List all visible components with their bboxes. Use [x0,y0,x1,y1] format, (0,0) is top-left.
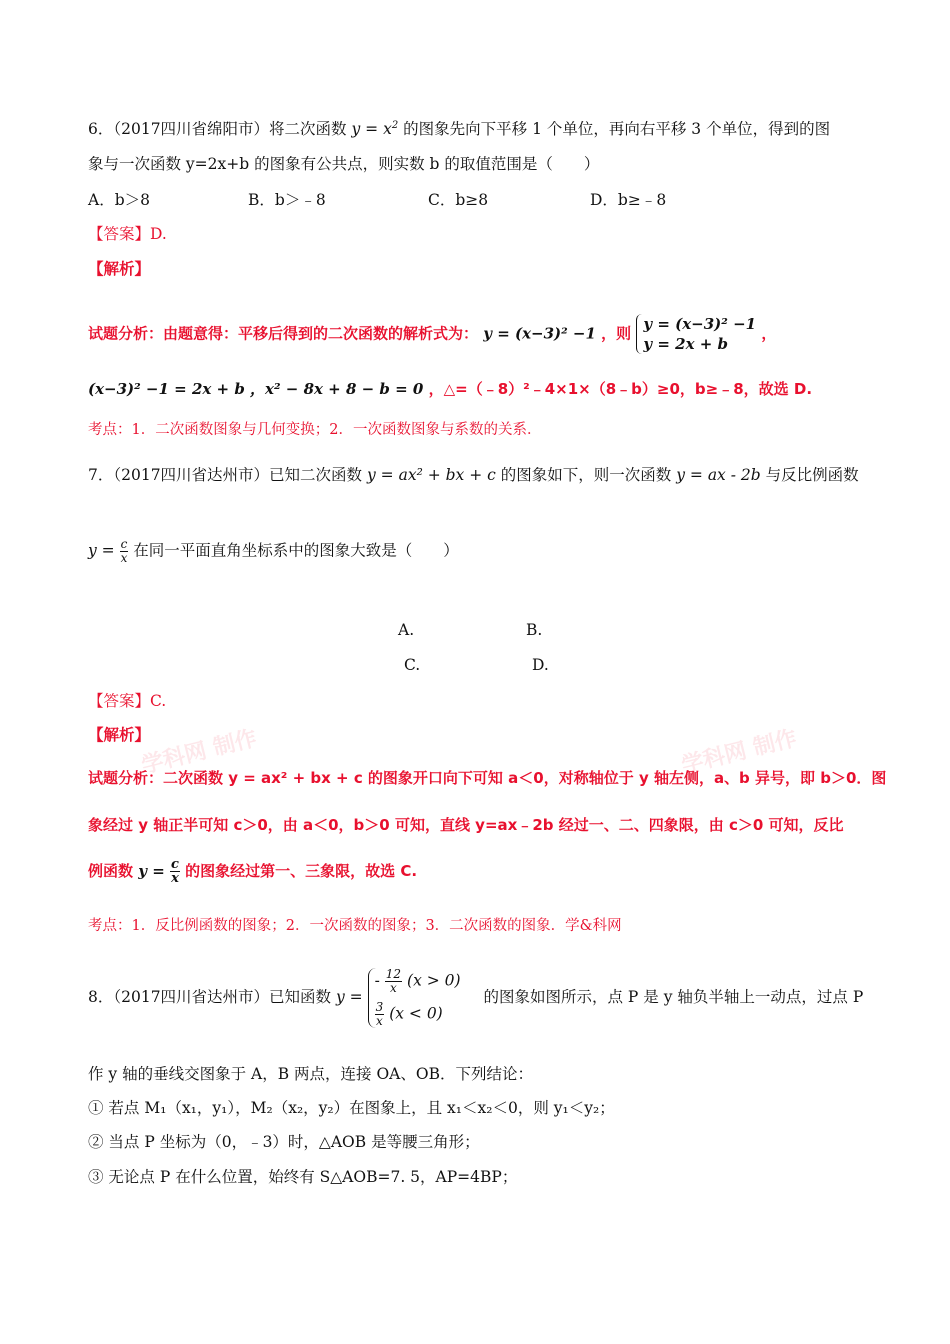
watermark: 学科网 制作 [679,726,800,779]
q6-kaodian: 考点：1．二次函数图象与几何变换；2．一次函数图象与系数的关系． [88,422,542,438]
q7-linear-formula: y = ax - 2b [676,466,761,484]
q6-quadratic-equation: (x−3)² −1 = 2x + b ，x² − 8x + 8 − b = 0 [88,380,424,398]
q6-option-a: A．b＞8 [88,191,150,209]
q7-analysis-line3: 例函数 y = $\frac{c}{x}$ 的图象经过第一、三象限，故选 C. [88,857,418,886]
q6-answer: 【答案】D. [88,225,167,243]
q6-analysis-line1: 试题分析：由题意得：平移后得到的二次函数的解析式为： y = (x−3)² −1 ，则 y = (x−3)² −1 y = 2x + b ， [88,315,777,353]
q7-analysis-label: 【解析】 [88,725,151,744]
q6-line1 [88,115,830,140]
q7-analysis-line1: 试题分析：二次函数 y = ax² + bx + c 的图象开口向下可知 a＜0，对称轴位于 y 轴左侧，a、b 异号，即 b＞0．图 [88,769,887,787]
q8-item-2: ② 当点 P 坐标为（0，﹣3）时，△AOB 是等腰三角形； [88,1133,480,1151]
q7-option-b: B. [526,621,543,639]
q7-line2: y = $\frac{c}{x}$ 在同一平面直角坐标系中的图象大致是（ ） [88,537,459,565]
q6-option-d: D．b≥﹣8 [590,191,667,209]
q6-option-c: C．b≥8 [428,191,489,209]
q6-analysis-label: 【解析】 [88,259,151,278]
q6-shifted-formula: y = (x−3)² −1 [483,324,596,343]
q7-option-a: A. [398,621,415,639]
q6-equation-system: y = (x−3)² −1 y = 2x + b [636,314,756,354]
q7-fraction: $\frac{c}{x}$ [120,537,128,565]
q6-analysis-line2: (x−3)² −1 = 2x + b ，x² − 8x + 8 − b = 0 ，△=（﹣8）²﹣4×1×（8﹣b）≥0，b≥﹣8，故选 D. [88,380,813,398]
q7-line1: 7．（2017四川省达州市）已知二次函数 y = ax² + bx + c 的图象如下，则一次函数 y = ax - 2b 与反比例函数 [88,466,859,484]
q8-item-3: ③ 无论点 P 在什么位置，始终有 S△AOB=7. 5，AP=4BP； [88,1168,518,1186]
q8-line2: 作 y 轴的垂线交图象于 A，B 两点，连接 OA、OB．下列结论： [88,1065,533,1083]
q8-line1: 8．（2017四川省达州市）已知函数 y = - $\frac{12}{x}$ (x > 0) $\frac{3}{x}$ (x < 0) 的图象如图所示，点 P 是 y 轴负半轴上一动点，过点 P [88,967,864,1028]
q7-analysis-line2: 象经过 y 轴正半可知 c＞0，由 a＜0，b＞0 可知，直线 y=ax﹣2b 经过一、二、四象限，由 c＞0 可知，反比 [88,816,844,834]
q6-text: 的图象先向下平移 1 个单位，再向右平移 3 个单位，得到的图 [403,120,831,139]
q7-option-d: D. [532,656,549,674]
q7-analysis-fraction: $\frac{c}{x}$ [171,857,179,886]
q6-intro: 6．（2017四川省绵阳市）将二次函数 [88,120,347,139]
q6-line2: 象与一次函数 y=2x+b 的图象有公共点，则实数 b 的取值范围是（ ） [88,155,600,173]
q7-answer: 【答案】C. [88,692,167,710]
q6-formula: $y = x^2$ [351,120,399,139]
q7-quadratic-formula: y = ax² + bx + c [367,466,496,484]
q6-option-b: B．b＞﹣8 [248,191,326,209]
q7-kaodian: 考点：1．反比例函数的图象；2．一次函数的图象；3．二次函数的图象．学&科网 [88,918,622,934]
q8-piecewise: - $\frac{12}{x}$ (x > 0) $\frac{3}{x}$ (x < 0) [368,968,461,1028]
watermark: 学科网 制作 [139,726,260,779]
q8-item-1: ① 若点 M₁（x₁，y₁），M₂（x₂，y₂）在图象上，且 x₁＜x₂＜0，则 y₁＜y₂； [88,1099,615,1117]
q7-option-c: C. [404,656,421,674]
